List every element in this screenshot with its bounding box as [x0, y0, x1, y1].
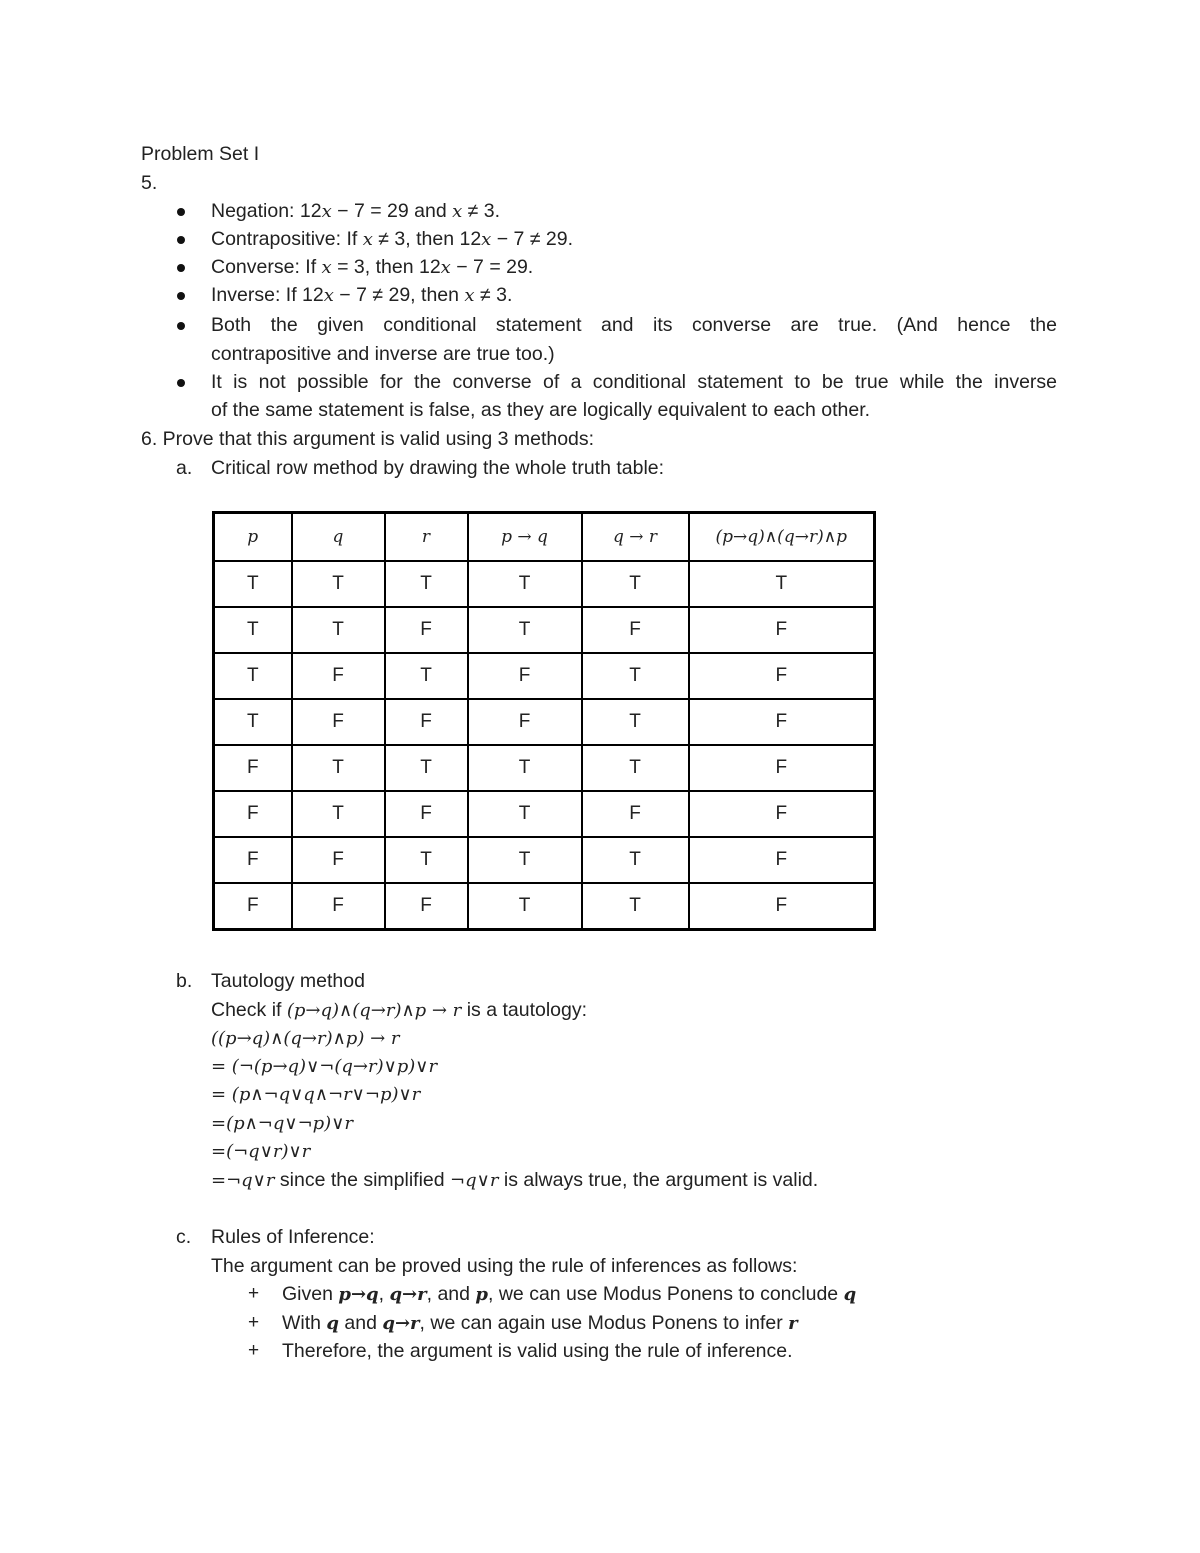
- tautology-step: = (p∧¬q∨q∧¬r∨¬p)∨r: [211, 1084, 421, 1105]
- table-row: [214, 561, 875, 607]
- table-header-cell: (p→q)∧(q→r)∧p: [689, 513, 875, 562]
- part-c-label: c.: [176, 1226, 192, 1248]
- truth-table: [212, 511, 876, 931]
- part-b-title: Tautology method: [211, 970, 365, 992]
- converse-statement: Converse: If x = 3, then 12x − 7 = 29.: [211, 256, 534, 278]
- inverse-statement: Inverse: If 12x − 7 ≠ 29, then x ≠ 3.: [211, 284, 513, 306]
- table-cell: F: [689, 607, 875, 653]
- table-cell: T: [214, 607, 292, 653]
- table-cell: F: [214, 791, 292, 837]
- table-row: [214, 699, 875, 745]
- table-header-cell: p: [214, 513, 292, 562]
- table-cell: F: [582, 607, 689, 653]
- tautology-step: =(¬q∨r)∨r: [211, 1141, 311, 1162]
- table-cell: F: [292, 883, 385, 930]
- table-cell: T: [385, 745, 468, 791]
- table-cell: F: [214, 837, 292, 883]
- table-row: [214, 837, 875, 883]
- part-a-text: Critical row method by drawing the whole truth table:: [211, 457, 665, 479]
- contrapositive-statement: Contrapositive: If x ≠ 3, then 12x − 7 ≠ 29.: [211, 228, 574, 250]
- table-cell: T: [582, 883, 689, 930]
- inference-step-3: Therefore, the argument is valid using the rule of inference.: [282, 1340, 793, 1362]
- table-cell: F: [214, 745, 292, 791]
- table-cell: T: [582, 745, 689, 791]
- table-cell: F: [689, 791, 875, 837]
- table-cell: F: [385, 883, 468, 930]
- part-c-title: Rules of Inference:: [211, 1226, 375, 1248]
- table-cell: T: [292, 745, 385, 791]
- table-header-cell: r: [385, 513, 468, 562]
- tautology-conclusion: =¬q∨r since the simplified ¬q∨r is always true, the argument is valid.: [211, 1169, 819, 1191]
- equivalence-statement-line1: It is not possible for the converse of a conditional statement to be true while the inverse: [211, 371, 1057, 393]
- table-cell: T: [385, 837, 468, 883]
- bullet-icon: [177, 379, 185, 387]
- table-cell: F: [385, 699, 468, 745]
- table-cell: F: [468, 653, 582, 699]
- part-c-intro: The argument can be proved using the rule of inferences as follows:: [211, 1255, 798, 1277]
- table-cell: F: [582, 791, 689, 837]
- table-cell: T: [214, 561, 292, 607]
- table-cell: T: [292, 561, 385, 607]
- table-cell: T: [468, 883, 582, 930]
- question-6-heading: 6. Prove that this argument is valid using 3 methods:: [141, 428, 595, 450]
- page-title: Problem Set I: [141, 143, 260, 165]
- table-cell: T: [385, 653, 468, 699]
- table-cell: F: [468, 699, 582, 745]
- plus-bullet-icon: +: [248, 1312, 260, 1333]
- table-header-cell: q → r: [582, 513, 689, 562]
- part-b-label: b.: [176, 970, 193, 992]
- table-cell: F: [214, 883, 292, 930]
- table-cell: F: [292, 653, 385, 699]
- truth-statement-line1: Both the given conditional statement and its converse are true. (And hence the: [211, 314, 1057, 336]
- table-cell: T: [385, 561, 468, 607]
- table-cell: F: [385, 607, 468, 653]
- table-cell: F: [689, 837, 875, 883]
- truth-table-header-row: [214, 513, 875, 562]
- table-cell: F: [292, 699, 385, 745]
- table-cell: F: [385, 791, 468, 837]
- table-header-cell: p → q: [468, 513, 582, 562]
- table-cell: T: [582, 837, 689, 883]
- table-header-cell: q: [292, 513, 385, 562]
- table-cell: T: [214, 699, 292, 745]
- table-cell: F: [689, 745, 875, 791]
- table-cell: T: [468, 837, 582, 883]
- table-cell: T: [468, 561, 582, 607]
- question-5-number: 5.: [141, 172, 158, 194]
- table-cell: F: [689, 883, 875, 930]
- bullet-icon: [177, 292, 185, 300]
- plus-bullet-icon: +: [248, 1340, 260, 1361]
- truth-statement-line2: contrapositive and inverse are true too.): [211, 343, 555, 365]
- table-cell: T: [292, 607, 385, 653]
- table-cell: T: [582, 653, 689, 699]
- bullet-icon: [177, 236, 185, 244]
- table-row: [214, 607, 875, 653]
- table-cell: T: [689, 561, 875, 607]
- equivalence-statement-line2: of the same statement is false, as they are logically equivalent to each other.: [211, 399, 871, 421]
- table-row: [214, 791, 875, 837]
- table-cell: T: [582, 561, 689, 607]
- part-a-label: a.: [176, 457, 193, 479]
- table-row: [214, 883, 875, 930]
- tautology-step: =(p∧¬q∨¬p)∨r: [211, 1113, 353, 1134]
- table-cell: T: [468, 745, 582, 791]
- bullet-icon: [177, 264, 185, 272]
- negation-statement: Negation: 12x − 7 = 29 and x ≠ 3.: [211, 200, 501, 222]
- table-row: [214, 745, 875, 791]
- inference-step-1: Given p→q, q→r, and p, we can use Modus Ponens to conclude q: [282, 1283, 857, 1305]
- tautology-check-line: Check if (p→q)∧(q→r)∧p → r is a tautology:: [211, 999, 588, 1021]
- table-cell: F: [689, 653, 875, 699]
- table-cell: F: [689, 699, 875, 745]
- bullet-icon: [177, 322, 185, 330]
- table-cell: T: [582, 699, 689, 745]
- tautology-step: = (¬(p→q)∨¬(q→r)∨p)∨r: [211, 1056, 438, 1077]
- bullet-icon: [177, 208, 185, 216]
- table-cell: F: [292, 837, 385, 883]
- inference-step-2: With q and q→r, we can again use Modus Ponens to infer r: [282, 1312, 798, 1334]
- table-cell: T: [468, 607, 582, 653]
- tautology-step: ((p→q)∧(q→r)∧p) → r: [211, 1028, 400, 1049]
- table-cell: T: [468, 791, 582, 837]
- plus-bullet-icon: +: [248, 1283, 260, 1304]
- table-cell: T: [214, 653, 292, 699]
- table-row: [214, 653, 875, 699]
- table-cell: T: [292, 791, 385, 837]
